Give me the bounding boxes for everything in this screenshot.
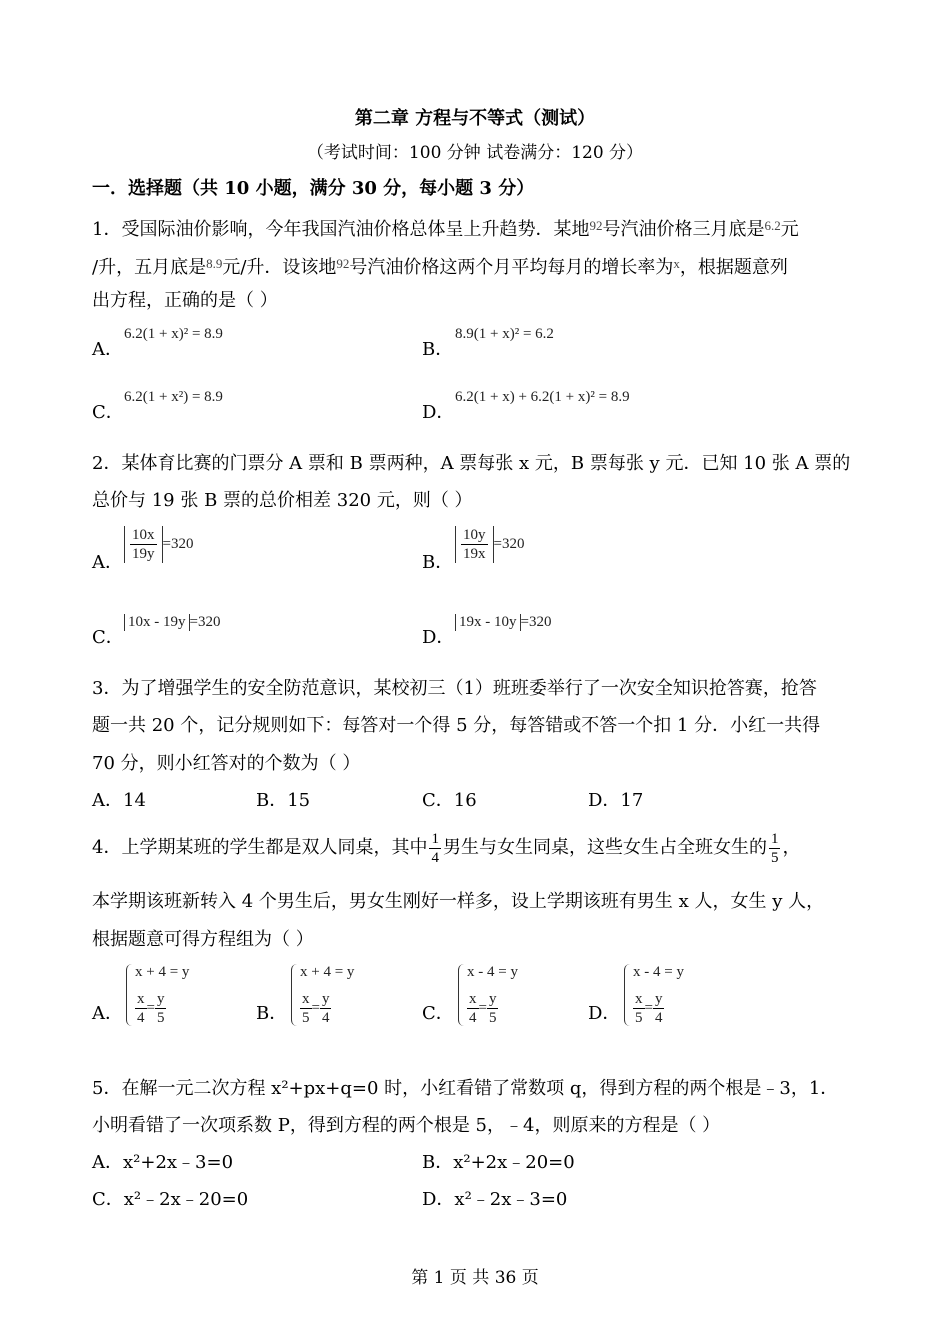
q3-line3: 70 分，则小红答对的个数为（ ）: [92, 753, 361, 774]
q1-option-a[interactable]: 6.2(1 + x)² = 8.9: [124, 326, 223, 342]
q3-option-a[interactable]: A．14: [92, 790, 146, 811]
q1-option-b[interactable]: 8.9(1 + x)² = 6.2: [455, 326, 554, 342]
page-title: 第二章 方程与不等式（测试）: [354, 108, 596, 129]
q3-line1: 3．为了增强学生的安全防范意识，某校初三（1）班班委举行了一次安全知识抢答赛，抢答: [92, 678, 817, 699]
section-heading: 一．选择题（共 10 小题，满分 30 分，每小题 3 分）: [92, 178, 535, 199]
q4-line2: 本学期该班新转入 4 个男生后，男女生刚好一样多，设上学期该班有男生 x 人，女生 y 人，: [92, 891, 825, 912]
q2-option-c[interactable]: 10x - 19y =320: [124, 614, 220, 631]
q1-line3: 出方程，正确的是（ ）: [92, 290, 278, 311]
q1-option-b-label[interactable]: B．: [422, 339, 454, 360]
q1-line2: /升，五月底是$^{8.9}$元/升．设该地$^{92}$号汽油价格这两个月平均每月的增长率为$^x$，根据题意列: [92, 256, 788, 278]
q4-line1: 4．上学期某班的学生都是双人同桌，其中 $\frac{1}{4}$ 男生与女生同桌，这些女生占全班女生的 $\frac{1}{5}$ ，: [92, 830, 801, 866]
q2-option-a[interactable]: $\frac{10x}{19y}$ =320: [124, 526, 193, 563]
q4-option-c-label[interactable]: C．: [422, 1003, 454, 1024]
q2-option-d-label[interactable]: D．: [422, 627, 455, 648]
q4-option-d-label[interactable]: D．: [588, 1003, 621, 1024]
q4-fraction-fifth: $\frac{1}{5}$: [770, 830, 779, 866]
q5-option-c[interactable]: C．x²﹣2x﹣20=0: [92, 1189, 249, 1210]
q5-option-d[interactable]: D．x²﹣2x﹣3=0: [422, 1189, 568, 1210]
q4-option-b-label[interactable]: B．: [256, 1003, 288, 1024]
q4-option-c[interactable]: x - 4 = y $\frac{x}{4}$ = $\frac{y}{5}$: [458, 964, 558, 1034]
q2-option-a-label[interactable]: A．: [92, 552, 123, 573]
q2-option-d[interactable]: 19x - 10y =320: [455, 614, 551, 631]
q4-option-a[interactable]: x + 4 = y $\frac{x}{4}$ = $\frac{y}{5}$: [126, 964, 226, 1034]
q3-option-d[interactable]: D．17: [588, 790, 644, 811]
q5-option-a[interactable]: A．x²+2x﹣3=0: [92, 1152, 234, 1173]
q5-line1: 5．在解一元二次方程 x²+px+q=0 时，小红看错了常数项 q，得到方程的两个根是﹣3，1．: [92, 1078, 839, 1099]
q1-num-92: 92: [589, 218, 603, 233]
q2-option-c-label[interactable]: C．: [92, 627, 124, 648]
q5-option-b[interactable]: B．x²+2x﹣20=0: [422, 1152, 575, 1173]
q1-option-c[interactable]: 6.2(1 + x²) = 8.9: [124, 389, 223, 405]
q3-line2: 题一共 20 个，记分规则如下：每答对一个得 5 分，每答错或不答一个扣 1 分．小红一共得: [92, 715, 821, 736]
q5-line2: 小明看错了一次项系数 P，得到方程的两个根是 5，﹣4，则原来的方程是（ ）: [92, 1115, 721, 1136]
q4-line3: 根据题意可得方程组为（ ）: [92, 929, 314, 950]
q1-line1: 1．受国际油价影响，今年我国汽油价格总体呈上升趋势．某地$^{92}$号汽油价格三月底是$^{6.2}$元: [92, 218, 799, 240]
q1-num-89: 8.9: [206, 256, 223, 271]
q4-fraction-quarter: $\frac{1}{4}$: [431, 830, 439, 866]
q2-option-b-label[interactable]: B．: [422, 552, 454, 573]
page-footer: 第 1 页 共 36 页: [411, 1268, 539, 1288]
q1-num-92b: 92: [336, 256, 350, 271]
q1-var-x: x: [673, 256, 680, 271]
q2-option-b[interactable]: $\frac{10y}{19x}$ =320: [455, 526, 524, 563]
q2-line1: 2．某体育比赛的门票分 A 票和 B 票两种，A 票每张 x 元，B 票每张 y 元．已知 10 张 A 票的: [92, 453, 851, 474]
q4-option-d[interactable]: x - 4 = y $\frac{x}{5}$ = $\frac{y}{4}$: [624, 964, 724, 1034]
q2-line2: 总价与 19 张 B 票的总价相差 320 元，则（ ）: [92, 490, 473, 511]
q1-option-c-label[interactable]: C．: [92, 402, 124, 423]
q4-option-a-label[interactable]: A．: [92, 1003, 123, 1024]
q1-option-d-label[interactable]: D．: [422, 402, 455, 423]
q1-option-a-label[interactable]: A．: [92, 339, 123, 360]
exam-info: （考试时间：100 分钟 试卷满分：120 分）: [306, 143, 644, 163]
q1-num-62: 6.2: [764, 218, 781, 233]
q3-option-c[interactable]: C．16: [422, 790, 477, 811]
q1-option-d[interactable]: 6.2(1 + x) + 6.2(1 + x)² = 8.9: [455, 389, 630, 405]
q3-option-b[interactable]: B．15: [256, 790, 311, 811]
q4-option-b[interactable]: x + 4 = y $\frac{x}{5}$ = $\frac{y}{4}$: [291, 964, 391, 1034]
